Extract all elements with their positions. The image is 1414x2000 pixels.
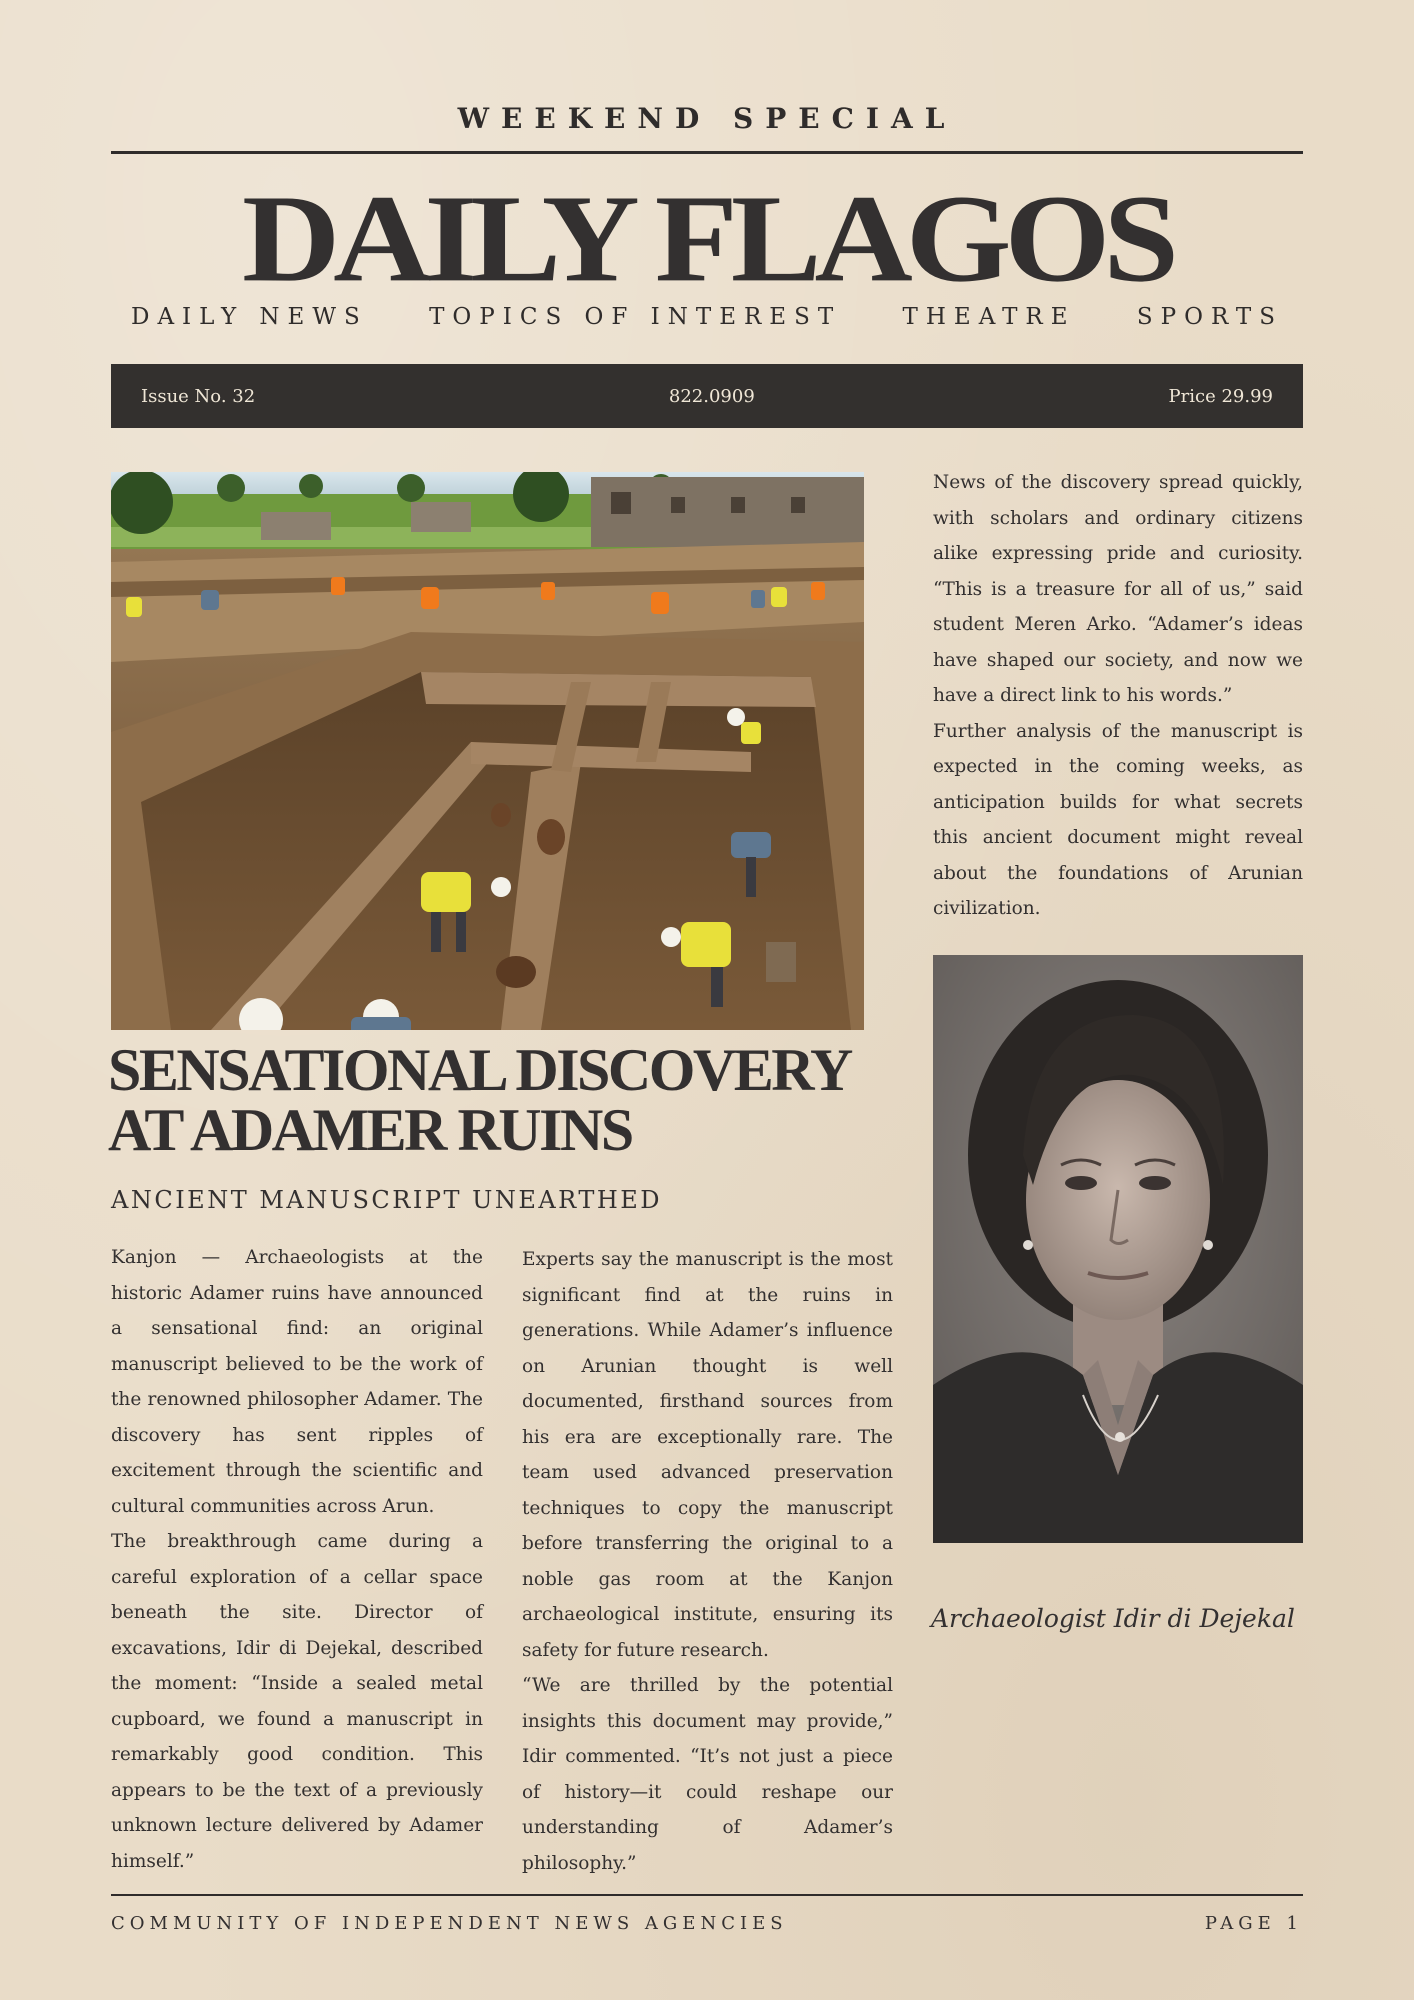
paragraph: Kanjon — Archaeologists at the historic Adamer ruins have announced a sensational find: an original manuscript believed to be the work of the renowned philosopher Adamer. The discovery has sent ripples of excitement through the scientific and cultural communities across Arun. — [111, 1247, 483, 1517]
issue-bar — [111, 364, 1303, 428]
issue-price: Price 29.99 — [1168, 385, 1273, 407]
nav-item-daily-news: DAILY NEWS — [131, 304, 368, 330]
article-column-2 — [522, 1242, 893, 1881]
portrait-caption: Archaeologist Idir di Dejekal — [931, 1604, 1295, 1633]
kicker: WEEKEND SPECIAL — [457, 102, 957, 135]
section-nav — [111, 304, 1303, 330]
paragraph: “We are thrilled by the potential insights this document may provide,” Idir commented. “It’s not just a piece of history—it could reshape our understanding of Adamer’s philosophy.” — [522, 1675, 893, 1874]
article-column-1 — [111, 1240, 483, 1879]
issue-number: Issue No. 32 — [141, 385, 256, 407]
nav-item-sports: SPORTS — [1136, 304, 1283, 330]
paragraph: News of the discovery spread quickly, with scholars and ordinary citizens alike expressing pride and curiosity. “This is a treasure for all of us,” said student Meren Arko. “Adamer’s ideas have shaped our society, and now we have a direct link to his words.” — [933, 472, 1303, 706]
headline-line-2: AT ADAMER RUINS — [108, 1097, 632, 1163]
portrait-photo — [933, 955, 1303, 1543]
subheadline: ANCIENT MANUSCRIPT UNEARTHED — [111, 1186, 663, 1214]
nav-item-theatre: THEATRE — [902, 304, 1076, 330]
top-rule — [111, 151, 1303, 154]
article-column-3 — [933, 465, 1303, 927]
issue-code: 822.0909 — [668, 385, 755, 407]
footer-agency: COMMUNITY OF INDEPENDENT NEWS AGENCIES — [111, 1913, 788, 1934]
excavation-photo — [111, 472, 864, 1030]
bottom-rule — [111, 1894, 1303, 1896]
page-number: PAGE 1 — [1204, 1913, 1303, 1934]
paragraph: Further analysis of the manuscript is expected in the coming weeks, as anticipation builds for what secrets this ancient document might reveal about the foundations of Arunian civilization. — [933, 720, 1303, 919]
headline — [108, 1037, 908, 1163]
nav-item-topics: TOPICS OF INTEREST — [429, 304, 842, 330]
paragraph: The breakthrough came during a careful exploration of a cellar space beneath the site. Director of excavations, Idir di Dejekal, described the moment: “Inside a sealed metal cupboard, we found a manuscript in remarkably good condition. This appears to be the text of a previously unknown lecture delivered by Adamer himself.” — [111, 1531, 483, 1872]
masthead-title: DAILY FLAGOS — [242, 170, 1172, 308]
headline-line-1: SENSATIONAL DISCOVERY — [108, 1037, 851, 1103]
paragraph: Experts say the manuscript is the most significant find at the ruins in generations. While Adamer’s influence on Arunian thought is well documented, firsthand sources from his era are exceptionally rare. The team used advanced preservation techniques to copy the manuscript before transferring the original to a noble gas room at the Kanjon archaeological institute, ensuring its safety for future research. — [522, 1249, 893, 1661]
footer — [111, 1913, 1303, 1934]
